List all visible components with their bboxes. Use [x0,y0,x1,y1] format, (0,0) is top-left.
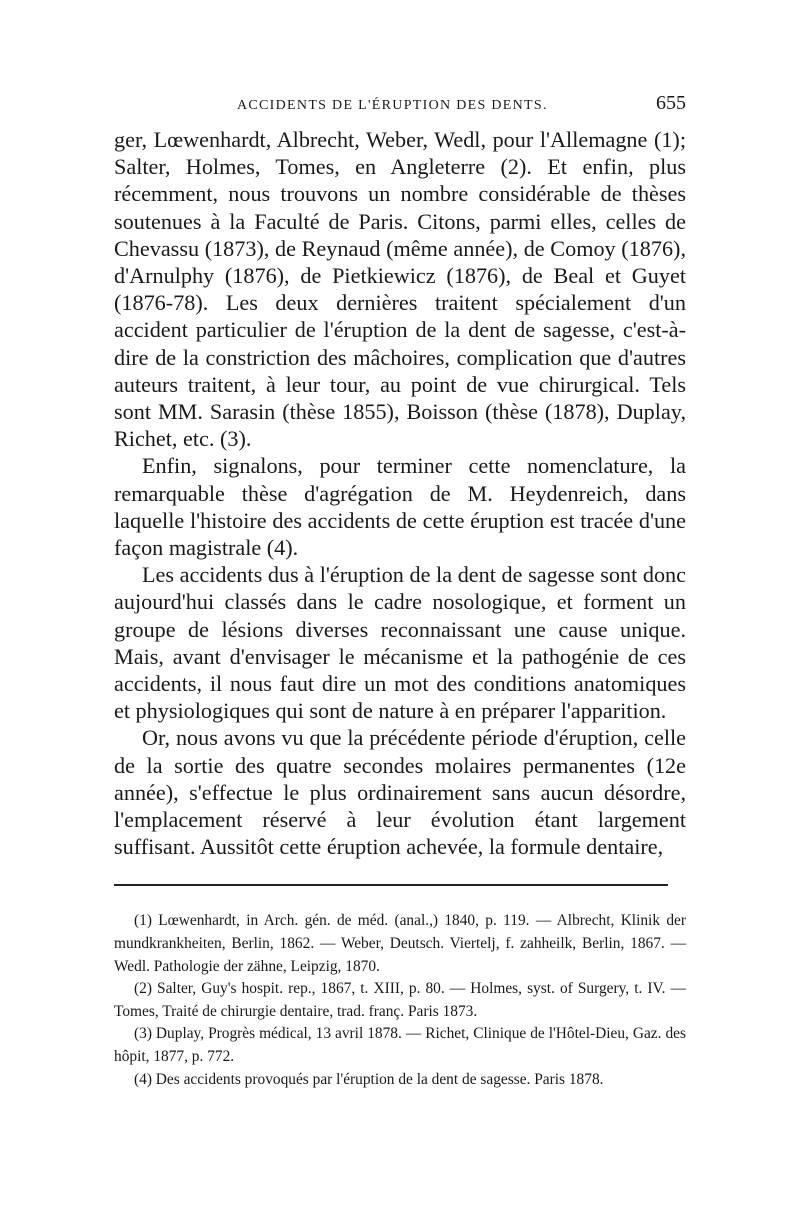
paragraph-1: ger, Lœwenhardt, Albrecht, Weber, Wedl, pour l'Allemagne (1); Salter, Holmes, Tomes, en Angleterre (2). Et enfin, plus récemment, nous trouvons un nombre considérable de thèses soutenues à la Faculté de Paris. Citons, parmi elles, celles de Chevassu (1873), de Reynaud (même année), de Comoy (1876), d'Arnulphy (1876), de Pietkiewicz (1876), de Beal et Guyet (1876-78). Les deux dernières traitent spécialement d'un accident particulier de l'éruption de la dent de sagesse, c'est-à-dire de la constriction des mâchoires, complication que d'autres auteurs traitent, à leur tour, au point de vue chirurgical. Tels sont MM. Sarasin (thèse 1855), Boisson (thèse (1878), Duplay, Richet, etc. (3). [114,127,686,452]
footnote-separator [114,884,668,886]
book-page [114,92,686,1091]
paragraph-2: Enfin, signalons, pour terminer cette nomenclature, la remarquable thèse d'agrégation de M. Heydenreich, dans laquelle l'histoire des accidents de cette éruption est tracée d'une façon magistrale (4). [114,453,686,561]
footnotes [114,910,686,1091]
running-title: ACCIDENTS DE L'ÉRUPTION DES DENTS. [237,98,548,113]
footnote-2: (2) Salter, Guy's hospit. rep., 1867, t. XIII, p. 80. — Holmes, syst. of Surgery, t. IV. — Tomes, Traité de chirurgie dentaire, trad. franç. Paris 1873. [114,980,686,1020]
footnote-4: (4) Des accidents provoqués par l'éruption de la dent de sagesse. Paris 1878. [134,1070,604,1088]
footnote-1: (1) Lœwenhardt, in Arch. gén. de méd. (anal.,) 1840, p. 119. — Albrecht, Klinik der mundkrankheiten, Berlin, 1862. — Weber, Deutsch. Viertelj, f. zahheilk, Berlin, 1867. — Wedl. Pathologie der zähne, Leipzig, 1870. [114,912,686,975]
paragraph-4: Or, nous avons vu que la précédente période d'éruption, celle de la sortie des quatre secondes molaires permanentes (12e année), s'effectue le plus ordinairement sans aucun désordre, l'emplacement réservé à leur évolution étant largement suffisant. Aussitôt cette éruption achevée, la formule dentaire, [114,725,686,860]
footnote-3: (3) Duplay, Progrès médical, 13 avril 1878. — Richet, Clinique de l'Hôtel-Dieu, Gaz. des hôpit, 1877, p. 772. [114,1025,686,1066]
running-header [114,92,686,122]
body-text [114,126,686,860]
paragraph-3: Les accidents dus à l'éruption de la dent de sagesse sont donc aujourd'hui classés dans le cadre nosologique, et forment un groupe de lésions diverses reconnaissant une cause unique. Mais, avant d'envisager le mécanisme et la pathogénie de ces accidents, il nous faut dire un mot des conditions anatomiques et physiologiques qui sont de nature à en préparer l'apparition. [114,562,686,724]
page-number: 655 [656,92,686,114]
